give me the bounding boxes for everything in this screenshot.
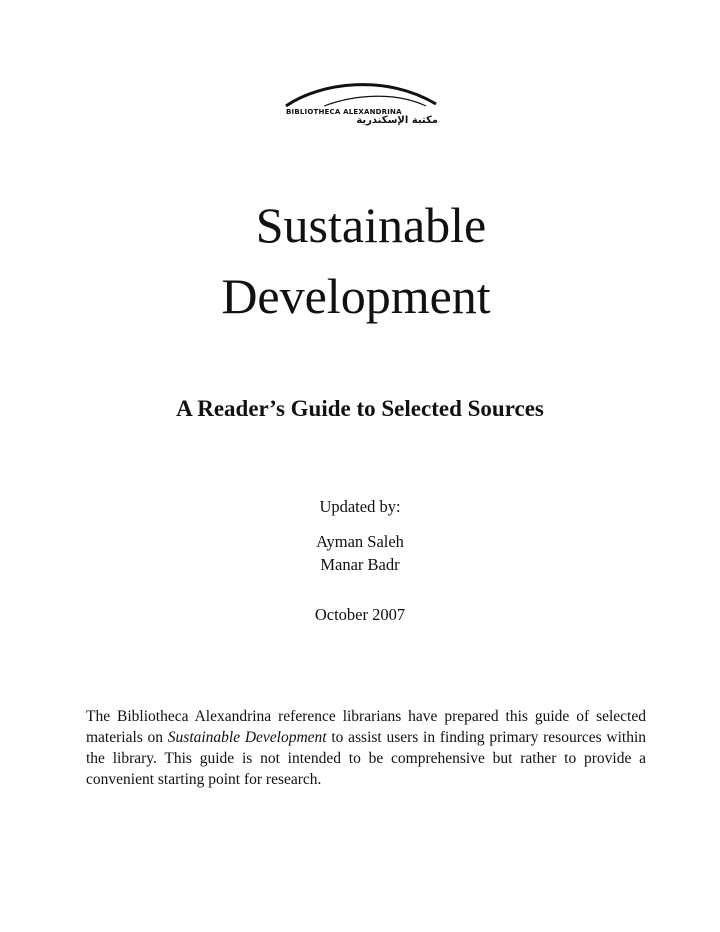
author-name: Manar Badr	[320, 555, 400, 574]
subtitle: A Reader’s Guide to Selected Sources	[176, 396, 544, 421]
title-line-2: Development	[221, 268, 491, 324]
library-logo	[276, 76, 442, 126]
logo-latin-name: BIBLIOTHECA ALEXANDRINA	[286, 108, 402, 116]
publication-date: October 2007	[314, 605, 406, 624]
logo-arabic-name: مكتبة الإسكندرية	[356, 115, 438, 126]
author-name: Ayman Saleh	[316, 532, 404, 551]
updated-by-label: Updated by:	[319, 497, 401, 516]
guide-description	[86, 706, 646, 790]
description-text: The Bibliotheca Alexandrina reference librarians have prepared this guide of selected materials on	[86, 708, 646, 746]
title-line-1: Sustainable	[255, 197, 487, 253]
description-emphasis: Sustainable Development	[167, 729, 327, 746]
description-text: to assist users in finding primary resources within the library. This guide is not intended to be comprehensive but rather to provide a convenient starting point for research.	[86, 729, 647, 788]
